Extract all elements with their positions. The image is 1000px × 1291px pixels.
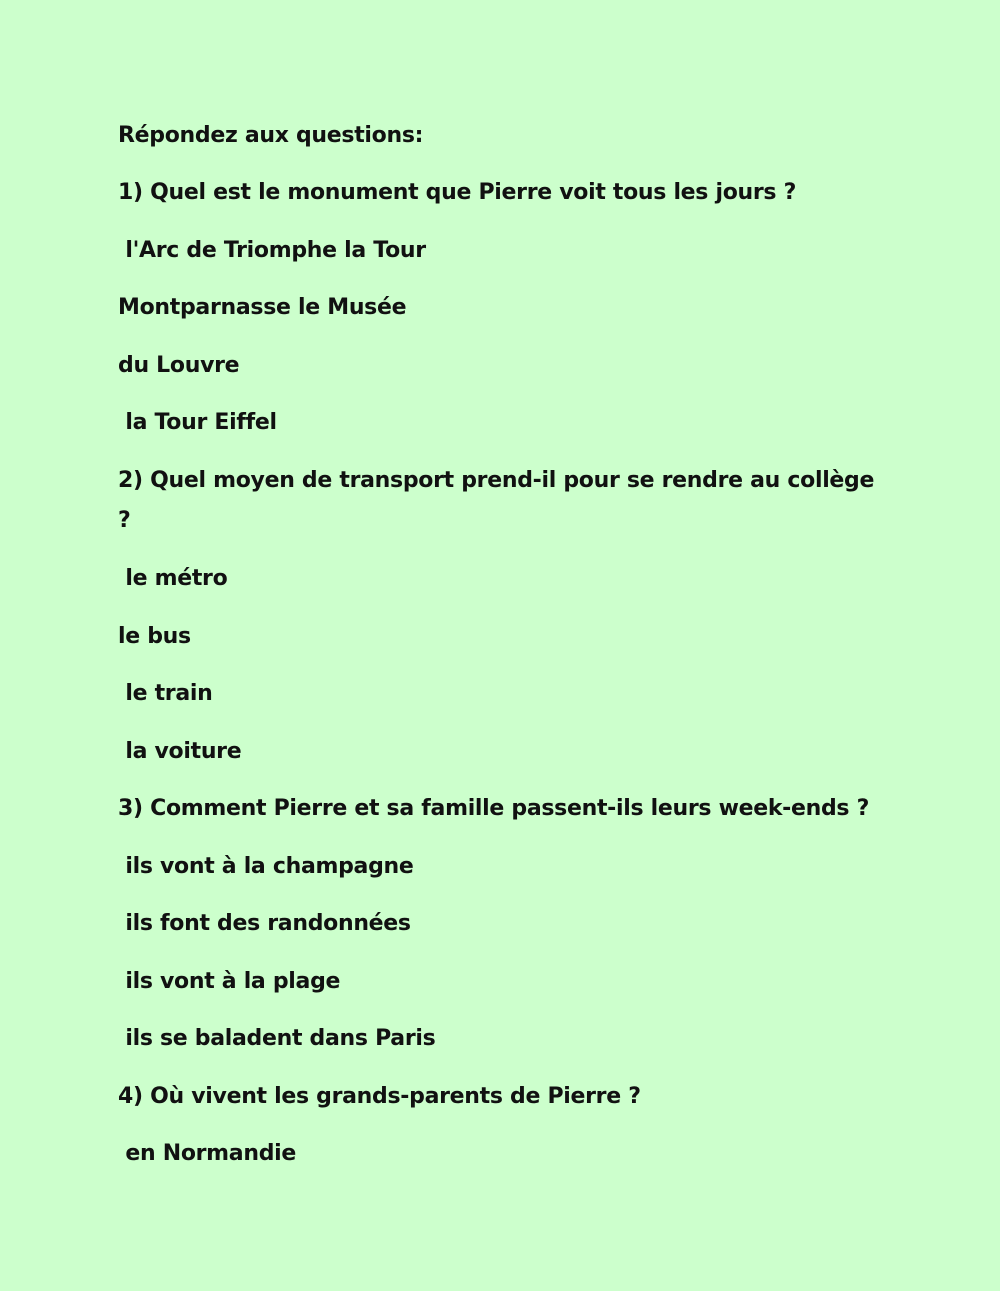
worksheet-title: Répondez aux questions: [118, 123, 424, 148]
question-3: 3) Comment Pierre et sa famille passent-ils leurs week-ends ? [118, 796, 870, 821]
question-4: 4) Où vivent les grands-parents de Pierre ? [118, 1084, 641, 1109]
question-3-option: ils font des randonnées [118, 911, 411, 936]
question-1: 1) Quel est le monument que Pierre voit tous les jours ? [118, 180, 797, 205]
question-2-option: la voiture [118, 739, 242, 764]
question-4-option: en Normandie [118, 1141, 297, 1166]
question-2: 2) Quel moyen de transport prend-il pour se rendre au collège [118, 468, 875, 493]
question-2-option: le bus [118, 624, 191, 649]
question-2-option: le train [118, 681, 213, 706]
question-1-option: l'Arc de Triomphe la Tour [118, 238, 426, 263]
question-3-option: ils se baladent dans Paris [118, 1026, 436, 1051]
question-1-option: Montparnasse le Musée [118, 295, 407, 320]
question-1-option: la Tour Eiffel [118, 410, 277, 435]
question-1-option: du Louvre [118, 353, 240, 378]
question-2-continuation: ? [118, 508, 131, 533]
question-2-option: le métro [118, 566, 228, 591]
question-3-option: ils vont à la plage [118, 969, 341, 994]
question-3-option: ils vont à la champagne [118, 854, 414, 879]
